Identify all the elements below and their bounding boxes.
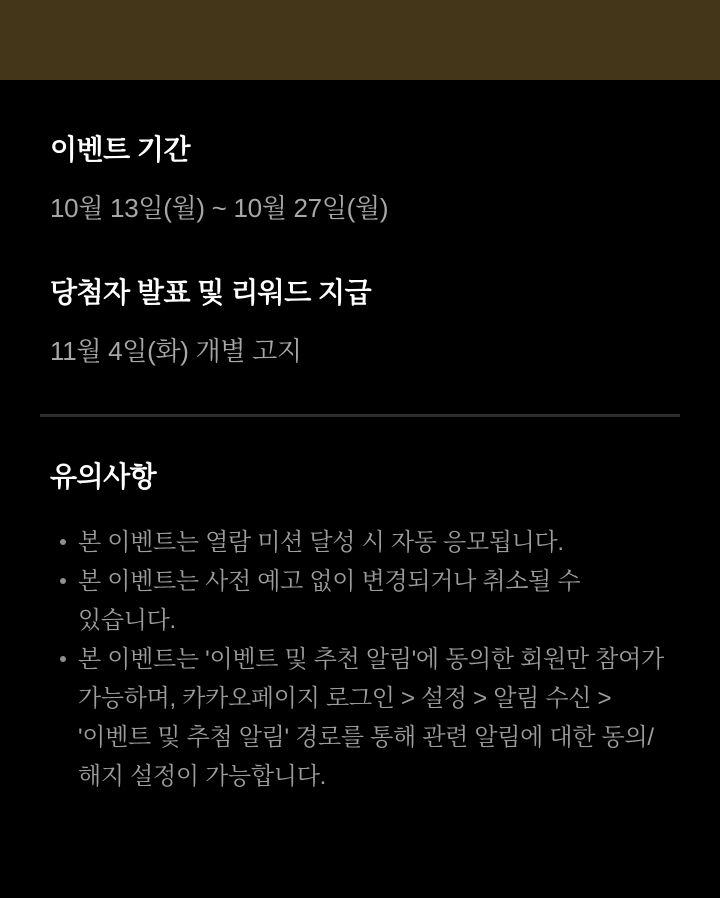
bullet-dot xyxy=(60,539,66,545)
notes-list xyxy=(50,523,670,796)
list-item xyxy=(60,562,668,640)
section-title-event-period: 이벤트 기간 xyxy=(50,134,191,165)
notes-section xyxy=(0,461,720,796)
event-banner xyxy=(0,0,720,80)
section-divider xyxy=(40,414,680,417)
bullet-dot xyxy=(60,578,66,584)
list-item xyxy=(60,640,668,796)
list-item-text: 본 이벤트는 '이벤트 및 추천 알림'에 동의한 회원만 참여가 가능하며, 카카오페이지 로그인 > 설정 > 알림 수신 > '이벤트 및 추첨 알림' 경로를 통해 관련 알림에 대한 동의/해지 설정이 가능합니다. xyxy=(78,646,664,791)
bullet-dot xyxy=(60,656,66,662)
event-period-value: 10월 13일(월) ~ 10월 27일(월) xyxy=(50,193,389,224)
list-item xyxy=(60,523,668,562)
section-title-winner-announcement: 당첨자 발표 및 리워드 지급 xyxy=(50,277,372,309)
event-info-section xyxy=(0,134,720,367)
winner-announcement-value: 11월 4일(화) 개별 고지 xyxy=(50,336,302,367)
list-item-text: 본 이벤트는 사전 예고 없이 변경되거나 취소될 수 있습니다. xyxy=(78,568,581,635)
list-item-text: 본 이벤트는 열람 미션 달성 시 자동 응모됩니다. xyxy=(78,529,564,557)
section-title-notes: 유의사항 xyxy=(50,461,157,493)
